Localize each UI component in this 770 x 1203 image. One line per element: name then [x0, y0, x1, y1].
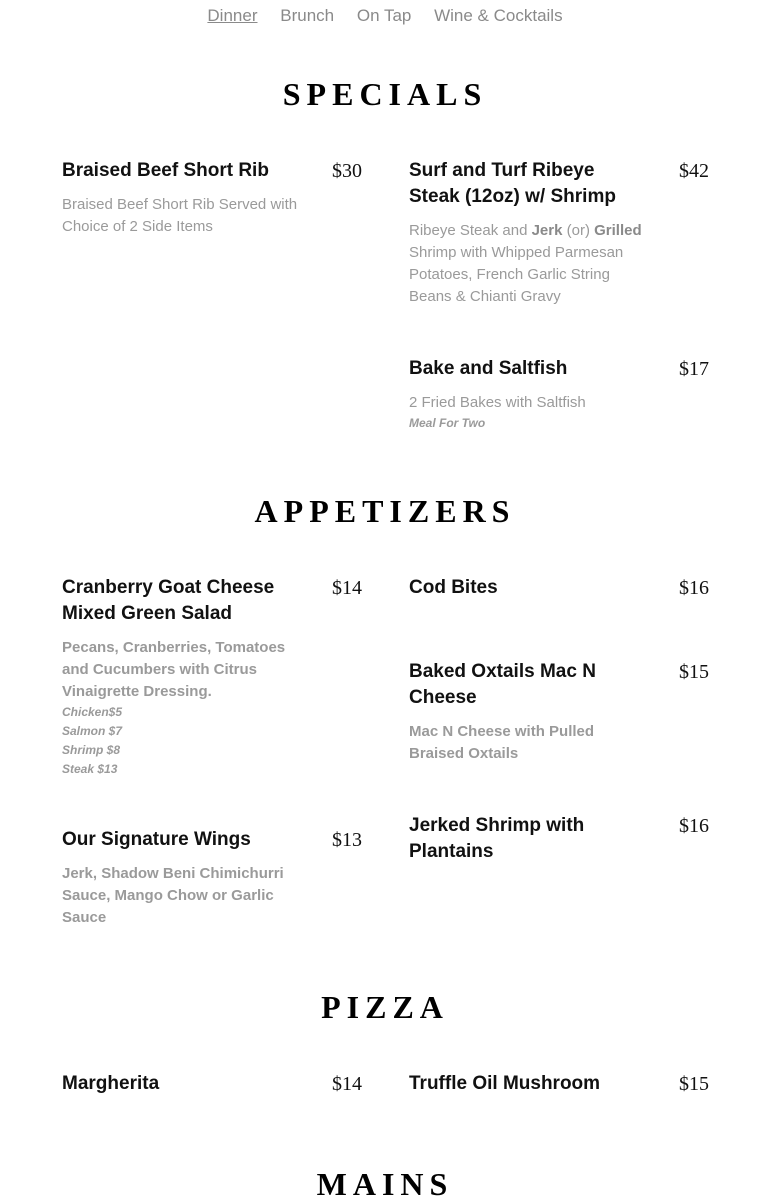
item-addon: Chicken$5 [62, 705, 123, 719]
section-heading-appetizers: APPETIZERS [254, 493, 516, 529]
item-description: Pecans, Cranberries, Tomatoes and Cucumbers with Citrus Vinaigrette Dressing. [62, 639, 286, 700]
menu-tabs [0, 6, 770, 26]
menu-item [409, 575, 709, 601]
section-heading-mains: MAINS [316, 1166, 454, 1202]
menu-item [409, 158, 709, 308]
item-description: Braised Beef Short Rib Served with Choice of 2 Side Items [62, 196, 298, 235]
item-addon: Steak $13 [62, 762, 118, 776]
item-name: Our Signature Wings [62, 829, 251, 850]
tab-on-tap[interactable]: On Tap [356, 6, 412, 25]
item-price: $30 [332, 160, 362, 182]
item-description: 2 Fried Bakes with Saltfish [409, 394, 586, 411]
item-name: Jerked Shrimp with Plantains [409, 815, 585, 862]
item-name: Cod Bites [409, 577, 498, 598]
item-description: Jerk, Shadow Beni Chimichurri Sauce, Mango Chow or Garlic Sauce [62, 865, 284, 926]
item-price: $42 [679, 160, 709, 182]
item-price: $14 [332, 1073, 362, 1095]
item-name: Braised Beef Short Rib [62, 160, 269, 181]
menu-item [62, 158, 362, 238]
item-addon: Salmon $7 [62, 724, 123, 738]
item-price: $13 [332, 829, 362, 851]
tab-dinner[interactable]: Dinner [207, 6, 258, 25]
item-description: Mac N Cheese with Pulled Braised Oxtails [409, 723, 595, 762]
menu-item [409, 659, 709, 765]
item-description: Ribeye Steak and Jerk (or) Grilled Shrimp with Whipped Parmesan Potatoes, French Garlic String Beans & Chianti Gravy [409, 222, 642, 305]
item-name: Cranberry Goat Cheese Mixed Green Salad [62, 577, 275, 624]
menu-item [62, 575, 362, 779]
menu-item [62, 827, 362, 929]
item-note: Meal For Two [409, 416, 486, 430]
item-price: $16 [679, 815, 709, 837]
item-addon: Shrimp $8 [62, 743, 121, 757]
item-name: Baked Oxtails Mac N Cheese [409, 661, 596, 708]
menu-item [62, 1071, 362, 1097]
menu-item [409, 813, 709, 865]
item-name: Margherita [62, 1073, 160, 1094]
item-price: $17 [679, 358, 709, 380]
tab-brunch[interactable]: Brunch [280, 6, 335, 25]
menu-item [409, 356, 709, 433]
section-heading-specials: SPECIALS [282, 76, 488, 112]
item-price: $14 [332, 577, 362, 599]
item-name: Surf and Turf Ribeye Steak (12oz) w/ Shrimp [409, 160, 616, 207]
item-price: $15 [679, 661, 709, 683]
item-name: Bake and Saltfish [409, 358, 568, 379]
tab-wine-cocktails[interactable]: Wine & Cocktails [434, 6, 563, 25]
item-name: Truffle Oil Mushroom [409, 1073, 601, 1094]
section-heading-pizza: PIZZA [321, 989, 449, 1025]
item-price: $16 [679, 577, 709, 599]
item-price: $15 [679, 1073, 709, 1095]
menu-item [409, 1071, 709, 1097]
